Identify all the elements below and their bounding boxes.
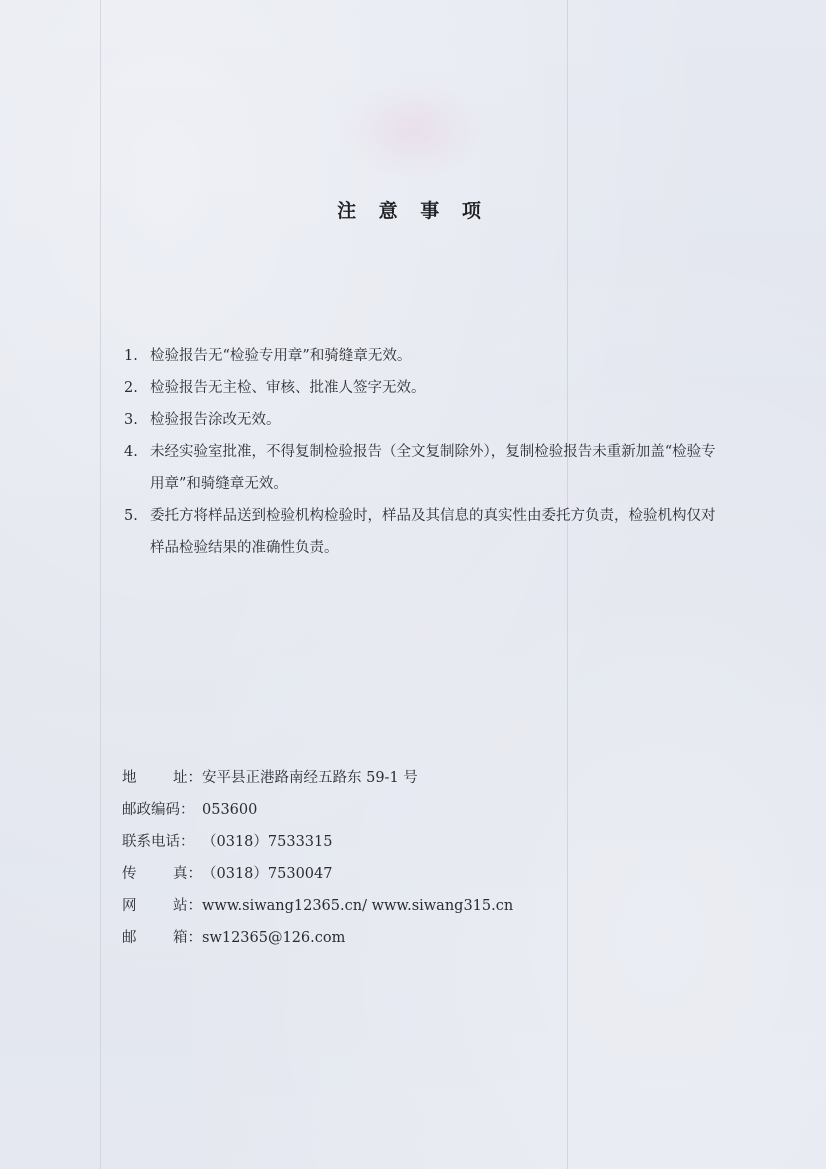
note-item (124, 404, 724, 436)
contact-website-value: www.siwang12365.cn/ www.siwang315.cn (202, 898, 514, 914)
page-title: 注 意 事 项 (337, 200, 489, 222)
contact-address-label (122, 762, 202, 794)
contact-fax-label-b: 真： (173, 866, 202, 882)
contact-website (122, 890, 722, 922)
fold-line-right (567, 0, 568, 1169)
contact-fax-value: （0318）7530047 (202, 866, 333, 882)
note-text: 检验报告涂改无效。 (150, 412, 281, 428)
contact-block (122, 762, 722, 954)
contact-website-label (122, 890, 202, 922)
notes-list (124, 340, 724, 564)
contact-address (122, 762, 722, 794)
contact-address-label-a: 地 (122, 770, 137, 786)
contact-email-value: sw12365@126.com (202, 930, 346, 946)
note-text: 检验报告无“检验专用章”和骑缝章无效。 (150, 348, 412, 364)
contact-fax-label (122, 858, 202, 890)
note-number: 3. (124, 412, 138, 428)
contact-postcode-value: 053600 (202, 802, 258, 818)
stamp-tint (338, 80, 488, 180)
note-number: 2. (124, 380, 138, 396)
contact-phone-label: 联系电话： (122, 834, 195, 850)
note-number: 5. (124, 508, 138, 524)
contact-postcode-label: 邮政编码： (122, 802, 195, 818)
contact-email-label-a: 邮 (122, 930, 137, 946)
contact-phone-value: （0318）7533315 (202, 834, 333, 850)
contact-postcode (122, 794, 722, 826)
note-text: 未经实验室批准，不得复制检验报告（全文复制除外），复制检验报告未重新加盖“检验专用章”和骑缝章无效。 (150, 444, 716, 492)
contact-phone (122, 826, 722, 858)
contact-fax (122, 858, 722, 890)
note-number: 1. (124, 348, 138, 364)
fold-line-left (100, 0, 101, 1169)
note-item (124, 372, 724, 404)
note-item (124, 340, 724, 372)
contact-address-value: 安平县正港路南经五路东 59-1 号 (202, 770, 418, 786)
contact-fax-label-a: 传 (122, 866, 137, 882)
contact-website-label-b: 站： (173, 898, 202, 914)
contact-email-label (122, 922, 202, 954)
contact-website-label-a: 网 (122, 898, 137, 914)
note-item (124, 500, 724, 564)
note-text: 检验报告无主检、审核、批准人签字无效。 (150, 380, 426, 396)
note-item (124, 436, 724, 500)
contact-email (122, 922, 722, 954)
note-number: 4. (124, 444, 138, 460)
note-text: 委托方将样品送到检验机构检验时，样品及其信息的真实性由委托方负责，检验机构仅对样品检验结果的准确性负责。 (150, 508, 716, 556)
contact-address-label-b: 址： (173, 770, 202, 786)
contact-email-label-b: 箱： (173, 930, 202, 946)
